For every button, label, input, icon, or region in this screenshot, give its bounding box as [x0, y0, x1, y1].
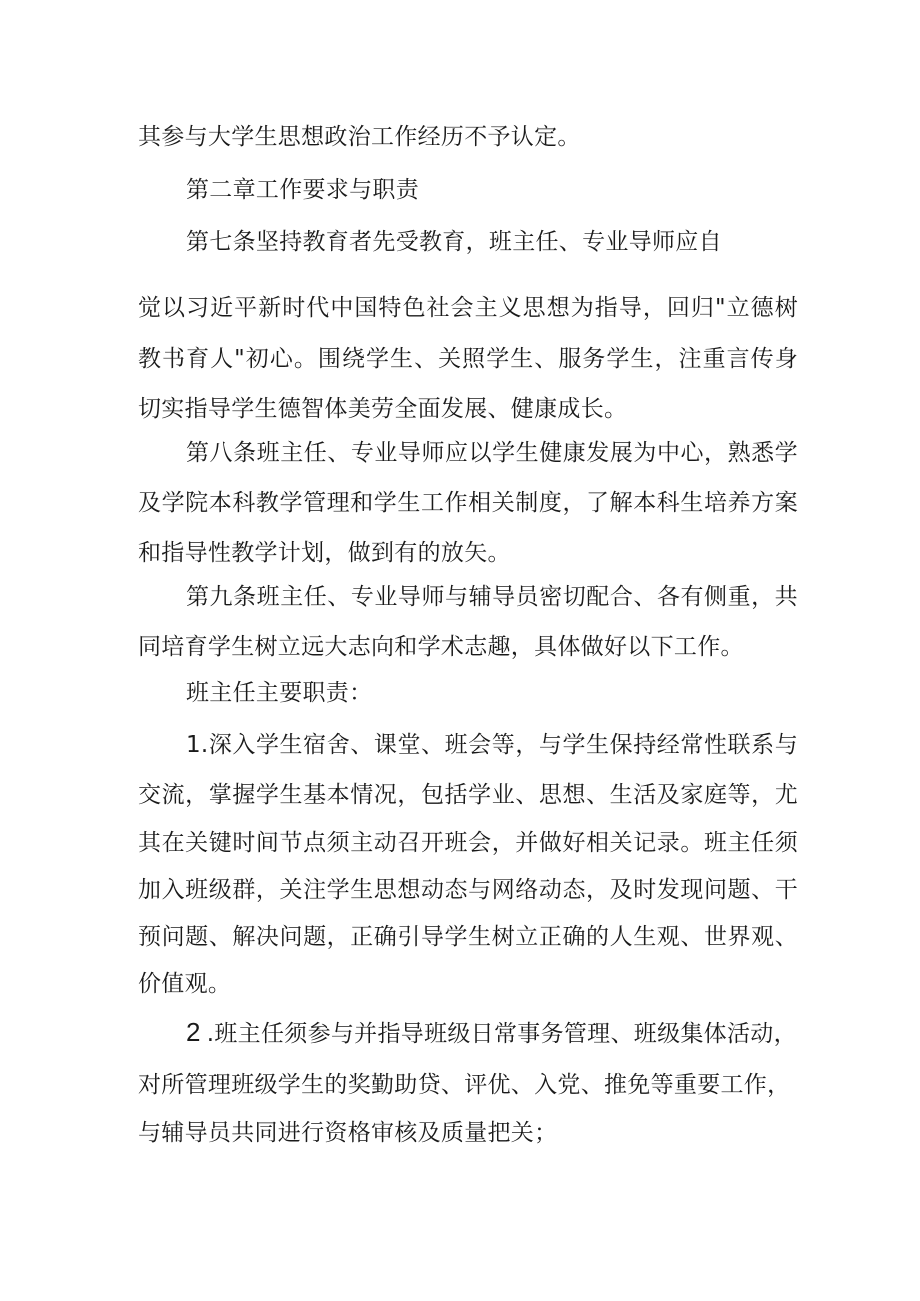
text-line: 其参与大学生思想政治工作经历不予认定。 — [138, 124, 581, 150]
text-line: 和指导性教学计划，做到有的放矢。 — [138, 540, 511, 566]
text-line: 第八条班主任、专业导师应以学生健康发展为中心，熟悉学 — [186, 440, 798, 466]
text-line: 加入班级群，关注学生思想动态与网络动态，及时发现问题、干 — [138, 877, 798, 903]
list-item-1: 1.深入学生宿舍、课堂、班会等，与学生保持经常性联系与 — [186, 732, 798, 758]
text-line: 交流，掌握学生基本情况，包括学业、思想、生活及家庭等，尤 — [138, 782, 798, 808]
chapter-heading: 第二章工作要求与职责 — [186, 177, 419, 203]
text-line: 与辅导员共同进行资格审核及质量把关； — [138, 1120, 558, 1146]
text-line: 第七条坚持教育者先受教育，班主任、专业导师应自 — [186, 229, 722, 255]
text-line: 价值观。 — [138, 971, 232, 997]
text-line: 教书育人"初心。围绕学生、关照学生、服务学生，注重言传身 — [138, 346, 798, 372]
section-heading: 班主任主要职责： — [186, 680, 373, 706]
text-line: 第九条班主任、专业导师与辅导员密切配合、各有侧重，共 — [186, 584, 798, 610]
list-item-text: .班主任须参与并指导班级日常事务管理、班级集体活动， — [206, 1021, 797, 1047]
text-line: 对所管理班级学生的奖勤助贷、评优、入党、推免等重要工作， — [138, 1072, 791, 1098]
text-line: 预问题、解决问题，正确引导学生树立正确的人生观、世界观、 — [138, 924, 798, 950]
text-line: 及学院本科教学管理和学生工作相关制度，了解本科生培养方案 — [138, 490, 798, 516]
text-line: 觉以习近平新时代中国特色社会主义思想为指导，回归"立德树 — [138, 295, 798, 321]
text-line: 同培育学生树立远大志向和学术志趣，具体做好以下工作。 — [138, 634, 744, 660]
list-item-2 — [186, 1016, 806, 1050]
list-number: 2 — [186, 1017, 201, 1047]
text-line: 其在关键时间节点须主动召开班会，并做好相关记录。班主任须 — [138, 830, 798, 856]
text-line: 切实指导学生德智体美劳全面发展、健康成长。 — [138, 396, 628, 422]
